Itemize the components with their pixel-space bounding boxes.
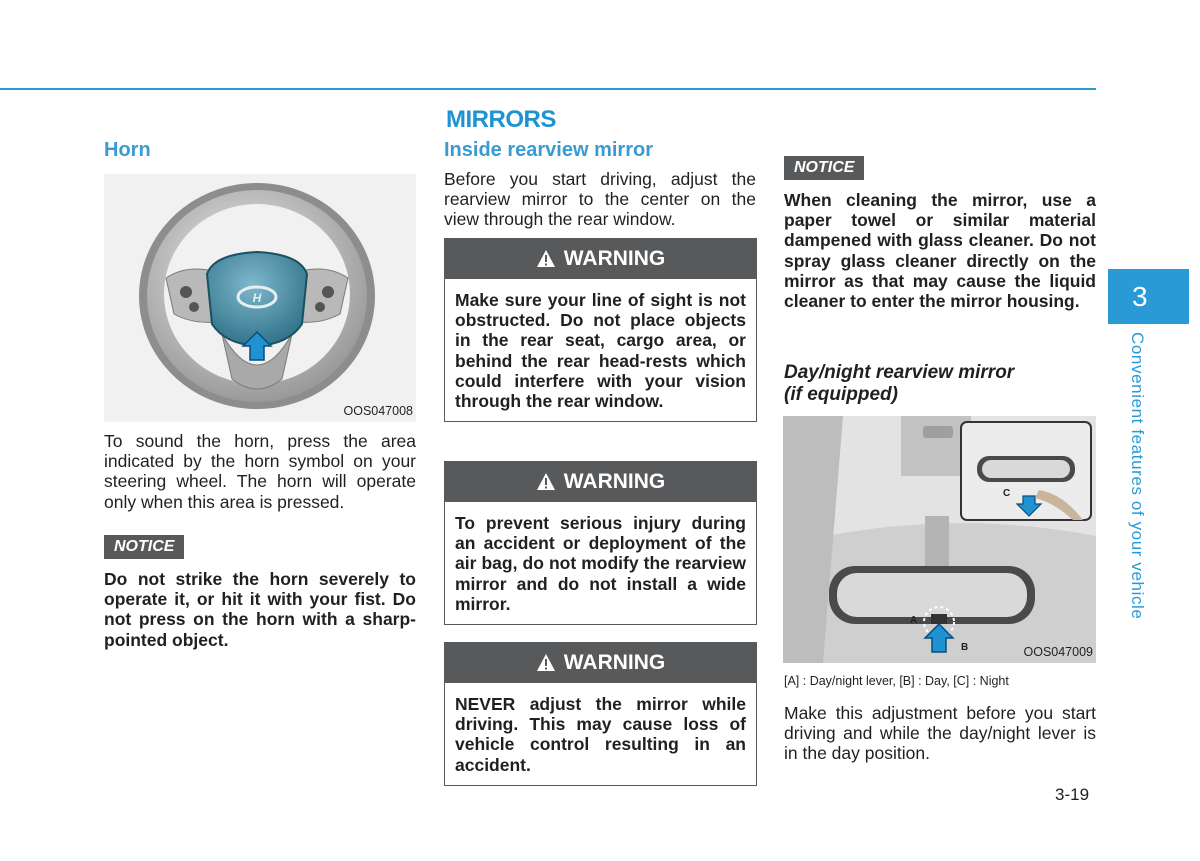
mirror-image-code: OOS047009 (1023, 645, 1093, 659)
label-c: C (1003, 488, 1011, 499)
day-night-heading-line2: (if equipped) (784, 384, 898, 405)
warning-header-1 (445, 239, 756, 279)
chapter-title: Convenient features of your vehicle (1128, 332, 1147, 620)
section-title: MIRRORS (446, 106, 556, 133)
label-a: A (910, 615, 918, 626)
warning-header-3 (445, 643, 756, 683)
mirror-notice-text: When cleaning the mirror, use a paper towel or similar material dampened with glass cleaner. Do not spray glass cleaner directly on the mirror as that may cause the liquid cleaner to enter the mirror housing. (784, 190, 1096, 312)
warning-label-1: WARNING (563, 247, 666, 270)
warning-triangle-icon (536, 249, 556, 269)
warning-triangle-icon (536, 653, 556, 673)
warning-text-1: Make sure your line of sight is not obstructed. Do not place objects in the rear seat, cargo area, or behind the rear head-rests which could interfere with your vision through the rear window. (455, 290, 746, 412)
warning-box-1 (444, 238, 757, 422)
svg-text:H: H (252, 291, 262, 305)
mirror-illustration (783, 416, 1096, 663)
page-number: 3-19 (1055, 785, 1090, 804)
horn-heading: Horn (104, 139, 151, 161)
warning-text-3: NEVER adjust the mirror while driving. This may cause loss of vehicle control resulting in an accident. (455, 694, 746, 775)
mirror-caption: [A] : Day/night lever, [B] : Day, [C] : Night (784, 674, 1009, 688)
top-rule (0, 88, 1096, 90)
warning-header-2 (445, 462, 756, 502)
warning-box-3 (444, 642, 757, 786)
day-night-heading (784, 362, 1014, 406)
warning-triangle-icon (536, 472, 556, 492)
horn-text: To sound the horn, press the area indicated by the horn symbol on your steering wheel. The horn will operate only when this area is pressed. (104, 431, 416, 512)
steering-wheel-icon (104, 174, 416, 422)
rearview-mirror-icon (783, 416, 1096, 663)
mirror-notice-badge: NOTICE (784, 156, 864, 180)
horn-notice-text: Do not strike the horn severely to operate it, or hit it with your fist. Do not press on the horn with a sharp-pointed object. (104, 569, 416, 650)
chapter-tab: 3 (1108, 269, 1189, 324)
steering-wheel-illustration (104, 174, 416, 422)
day-night-heading-line1: Day/night rearview mirror (784, 362, 1015, 383)
label-b: B (961, 642, 969, 653)
warning-label-2: WARNING (563, 470, 666, 493)
warning-text-2: To prevent serious injury during an accident or deployment of the air bag, do not modify the rearview mirror and do not install a wide mirror. (455, 513, 746, 614)
warning-label-3: WARNING (563, 651, 666, 674)
horn-notice-badge: NOTICE (104, 535, 184, 559)
inside-mirror-text: Before you start driving, adjust the rearview mirror to the center on the view through the rear window. (444, 169, 756, 230)
mirror-text: Make this adjustment before you start driving and while the day/night lever is in the day position. (784, 703, 1096, 764)
warning-box-2 (444, 461, 757, 625)
horn-image-code: OOS047008 (343, 404, 413, 418)
inside-mirror-heading: Inside rearview mirror (444, 139, 653, 161)
